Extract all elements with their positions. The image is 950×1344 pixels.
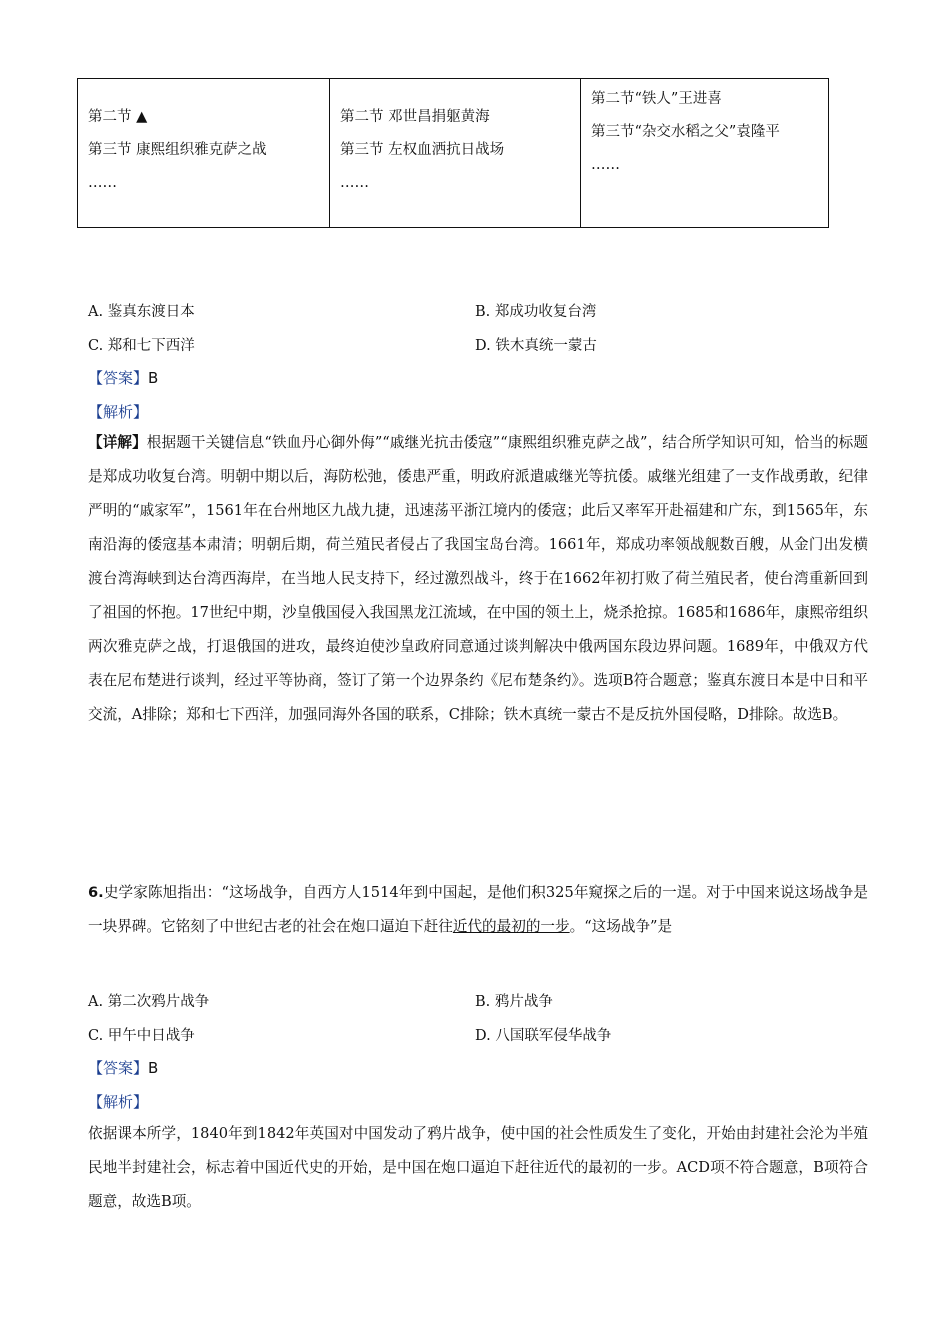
table-line: 第二节 ▲ <box>88 109 148 125</box>
q5-option-a: A. 鉴真东渡日本 <box>88 304 195 320</box>
table-cell-col3 <box>580 79 828 227</box>
table-line: 第三节“杂交水稻之父”袁隆平 <box>591 124 780 140</box>
table-cell-col1 <box>78 79 329 227</box>
answer-label: 【答案】 <box>88 1059 149 1077</box>
q5-analysis-label: 【解析】 <box>88 403 149 421</box>
table-line: 第二节 邓世昌捐躯黄海 <box>340 109 490 125</box>
q6-analysis: 依据课本所学，1840年到1842年英国对中国发动了鸦片战争，使中国的社会性质发生了变化，开始由封建社会沦为半殖民地半封建社会，标志着中国近代史的开始，是中国在炮口逼迫下赶往近代的最初的一步。ACD项不符合题意，B项符合题意，故选B项。 <box>88 1125 868 1210</box>
table-line: 第三节 康熙组织雅克萨之战 <box>88 142 267 158</box>
stem-text: 史学家陈旭指出：“这场战争，自西方人1514年到中国起，是他们积325年窥探之后的一逞。对于中国来说这场战争是一块界碑。它铭刻了中世纪古老的社会在炮口逼迫下赶往 <box>88 884 868 935</box>
detail-text: 根据题干关键信息“铁血丹心御外侮”“戚继光抗击倭寇”“康熙组织雅克萨之战”，结合所学知识可知，恰当的标题是郑成功收复台湾。明朝中期以后，海防松弛，倭患严重，明政府派遣戚继光等抗倭。戚继光组建了一支作战勇敢，纪律严明的“戚家军”，1561年在台州地区九战九捷，迅速荡平浙江境内的倭寇；此后又率军开赴福建和广东，到1565年，东南沿海的倭寇基本肃清；明朝后期，荷兰殖民者侵占了我国宝岛台湾。1661年，郑成功率领战舰数百艘，从金门出发横渡台湾海峡到达台湾西海岸，在当地人民支持下，经过激烈战斗，终于在1662年初打败了荷兰殖民者，使台湾重新回到了祖国的怀抱。17世纪中期，沙皇俄国侵入我国黑龙江流域，在中国的领土上，烧杀抢掠。1685和1686年，康熙帝组织两次雅克萨之战，打退俄国的进攻，最终迫使沙皇政府同意通过谈判解决中俄两国东段边界问题。1689年，中俄双方代表在尼布楚进行谈判，经过平等协商，签订了第一个边界条约《尼布楚条约》。选项B符合题意；鉴真东渡日本是中日和平交流，A排除；郑和七下西洋，加强同海外各国的联系，C排除；铁木真统一蒙古不是反抗外国侵略，D排除。故选B。 <box>88 434 868 723</box>
answer-label: 【答案】 <box>88 369 149 387</box>
q5-option-b: B. 郑成功收复台湾 <box>475 304 597 320</box>
stem-text-end: 。“这场战争”是 <box>569 918 673 935</box>
q6-option-d: D. 八国联军侵华战争 <box>475 1028 612 1044</box>
q6-option-a: A. 第二次鸦片战争 <box>88 994 210 1010</box>
table-line: 第三节 左权血洒抗日战场 <box>340 142 505 158</box>
q5-answer <box>88 367 158 388</box>
q5-option-d: D. 铁木真统一蒙古 <box>475 338 597 354</box>
answer-value: B <box>148 1059 159 1077</box>
detail-label: 【详解】 <box>88 434 147 451</box>
answer-value: B <box>148 369 159 387</box>
q6-answer <box>88 1057 158 1078</box>
table-cell-col2 <box>329 79 580 227</box>
q6-option-c: C. 甲午中日战争 <box>88 1028 195 1044</box>
q6-analysis-label: 【解析】 <box>88 1093 149 1111</box>
table-line: …… <box>340 175 369 191</box>
q5-detail <box>88 426 868 732</box>
chapter-table <box>77 78 829 228</box>
table-line: …… <box>591 157 620 173</box>
q6-option-b: B. 鸦片战争 <box>475 994 553 1010</box>
q6-stem <box>88 876 868 944</box>
table-line: …… <box>88 175 117 191</box>
stem-underlined: 近代的最初的一步 <box>452 918 570 935</box>
table-line: 第二节“铁人”王进喜 <box>591 91 722 107</box>
question-number: 6. <box>88 884 104 901</box>
q5-option-c: C. 郑和七下西洋 <box>88 338 195 354</box>
